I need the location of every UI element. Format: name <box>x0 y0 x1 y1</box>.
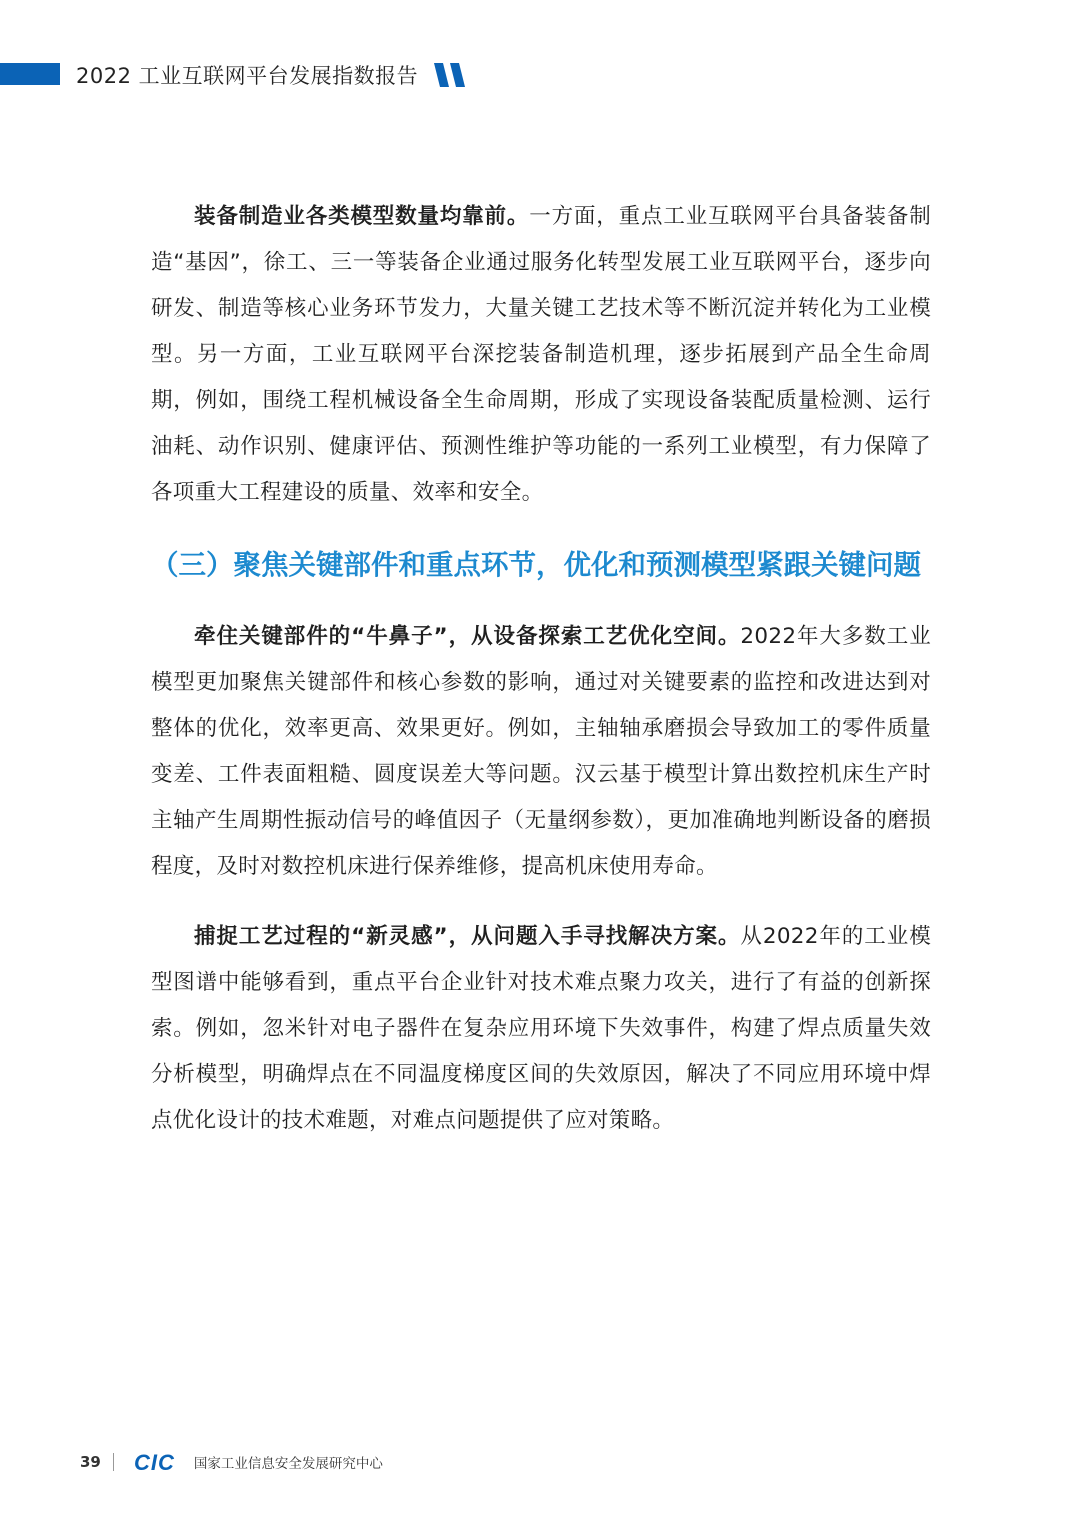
cic-logo <box>134 1451 186 1473</box>
paragraph-lead: 牵住关键部件的“牛鼻子”，从设备探索工艺优化空间。 <box>194 624 741 649</box>
report-title: 2022 工业互联网平台发展指数报告 <box>76 64 419 88</box>
page-number: 39 <box>80 1453 101 1471</box>
section-title: 聚焦关键部件和重点环节，优化和预测模型紧跟关键问题 <box>233 549 921 581</box>
paragraph-body: 从2022年的工业模型图谱中能够看到，重点平台企业针对技术难点聚力攻关，进行了有益的创新探索。例如，忽米针对电子器件在复杂应用环境下失效事件，构建了焊点质量失效分析模型，明确焊点在不同温度梯度区间的失效原因，解决了不同应用环境中焊点优化设计的技术难题，对难点问题提供了应对策略。 <box>151 924 931 1133</box>
page-footer <box>80 1447 383 1477</box>
section-heading <box>151 542 931 588</box>
organization-name: 国家工业信息安全发展研究中心 <box>193 1456 383 1472</box>
footer-divider <box>113 1453 114 1471</box>
cic-logo-text: CIC <box>133 1451 175 1473</box>
double-slash-mark-icon <box>432 63 468 87</box>
paragraph-equipment-manufacturing <box>151 194 931 516</box>
header-accent-bar <box>0 63 60 85</box>
paragraph-key-components <box>151 614 931 890</box>
paragraph-body: 2022年大多数工业模型更加聚焦关键部件和核心参数的影响，通过对关键要素的监控和改进达到对整体的优化，效率更高、效果更好。例如，主轴轴承磨损会导致加工的零件质量变差、工件表面粗糙、圆度误差大等问题。汉云基于模型计算出数控机床生产时主轴产生周期性振动信号的峰值因子（无量纲参数），更加准确地判断设备的磨损程度，及时对数控机床进行保养维修，提高机床使用寿命。 <box>151 624 931 879</box>
paragraph-process-inspiration <box>151 914 931 1144</box>
paragraph-body: 一方面，重点工业互联网平台具备装备制造“基因”，徐工、三一等装备企业通过服务化转型发展工业互联网平台，逐步向研发、制造等核心业务环节发力，大量关键工艺技术等不断沉淀并转化为工业模型。另一方面，工业互联网平台深挖装备制造机理，逐步拓展到产品全生命周期，例如，围绕工程机械设备全生命周期，形成了实现设备装配质量检测、运行油耗、动作识别、健康评估、预测性维护等功能的一系列工业模型，有力保障了各项重大工程建设的质量、效率和安全。 <box>151 204 931 505</box>
paragraph-lead: 装备制造业各类模型数量均靠前。 <box>194 204 530 229</box>
section-number: （三） <box>151 549 234 581</box>
paragraph-lead: 捕捉工艺过程的“新灵感”，从问题入手寻找解决方案。 <box>194 924 741 949</box>
page-content <box>151 194 931 1168</box>
